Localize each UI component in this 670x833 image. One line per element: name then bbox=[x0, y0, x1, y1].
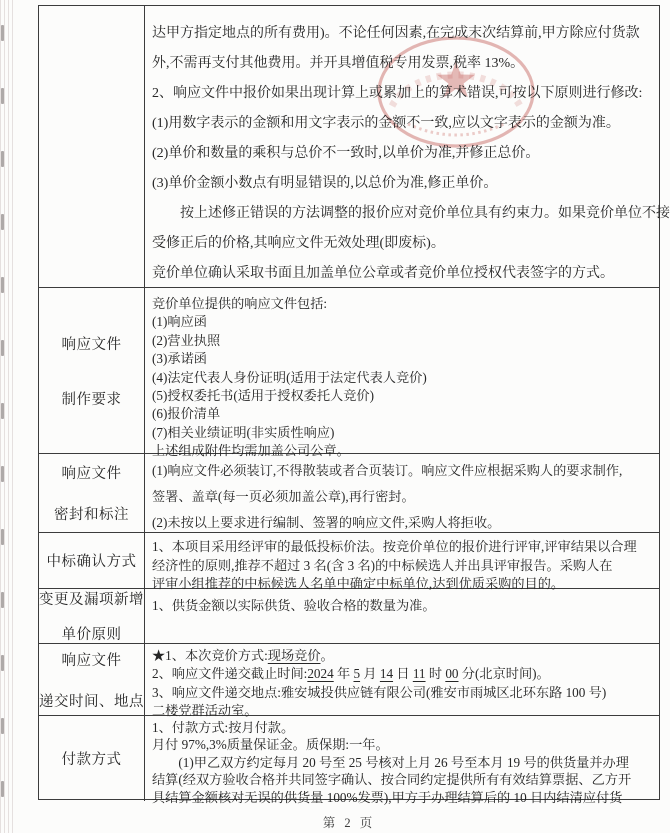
content-line: 二楼党群活动室。 bbox=[152, 702, 258, 718]
scan-artifact-dash bbox=[1, 781, 4, 797]
content-line: (7)相关业绩证明(非实质性响应) bbox=[152, 424, 335, 440]
row-price-change-principle bbox=[39, 589, 659, 644]
row-response-doc-preparation bbox=[39, 288, 659, 459]
content-line: 签署、盖章(每一页必须加盖公章),再行密封。 bbox=[152, 489, 415, 504]
content-line: 具结算金额核对无误的供货量 100%发票),甲方于办理结算后的 10 日内结清应付货 bbox=[152, 789, 623, 805]
content-line: (3)承诺函 bbox=[152, 351, 207, 367]
content-line: 经济性的原则,推荐不超过 3 名(含 3 名)的中标候选人并出具评审报告。采购人在 bbox=[152, 557, 613, 573]
text-segment: 时 bbox=[425, 666, 446, 682]
content-line: 竞价单位提供的响应文件包括: bbox=[152, 296, 328, 311]
content-line: 结算(经双方验收合格并共同签字确认、按合同约定提供所有有效结算票据、乙方开 bbox=[152, 772, 632, 788]
row-award-confirmation bbox=[39, 533, 659, 592]
row-label-line: 变更及漏项新增 bbox=[39, 592, 144, 608]
content-line: (5)授权委托书(适用于授权委托人竞价) bbox=[152, 388, 374, 404]
row-content-cell bbox=[145, 533, 659, 592]
text-segment: 。 bbox=[320, 648, 334, 663]
scan-artifact-dash bbox=[1, 151, 4, 167]
conditions-table bbox=[38, 5, 670, 805]
row-content-cell bbox=[145, 288, 659, 459]
row-label-line: 中标确认方式 bbox=[46, 554, 137, 570]
scan-artifact-dash bbox=[1, 466, 4, 482]
content-line: 月付 97%,3%质量保证金。质保期:一年。 bbox=[152, 737, 389, 753]
content-line bbox=[152, 665, 657, 683]
content-line: 2、响应文件中报价如果出现计算上或累加上的算术错误,可按以下原则进行修改: bbox=[152, 86, 643, 101]
content-line: 按上述修正错误的方法调整的报价应对竞价单位具有约束力。如果竞价单位不接 bbox=[152, 206, 670, 221]
content-line: 3、响应文件递交地点:雅安城投供应链有限公司(雅安市雨城区北环东路 100 号) bbox=[152, 684, 607, 700]
row-content-cell bbox=[145, 644, 659, 718]
scan-artifact-dash bbox=[1, 529, 4, 545]
content-line: (1)用数字表示的金额和用文字表示的金额不一致,应以文字表示的金额为准。 bbox=[152, 116, 620, 131]
row-submission-time-place bbox=[39, 644, 659, 716]
scan-artifact-dash bbox=[1, 592, 4, 608]
content-line: 1、付款方式:按月付款。 bbox=[152, 720, 295, 735]
row-content-cell bbox=[145, 454, 659, 532]
content-line: (2)营业执照 bbox=[152, 332, 221, 348]
text-segment: 日 bbox=[393, 666, 413, 682]
content-line bbox=[152, 647, 657, 665]
content-line: (1)响应函 bbox=[152, 314, 207, 330]
scan-artifact-dash bbox=[1, 88, 4, 104]
content-line: (2)未按以上要求进行编制、签署的响应文件,采购人将拒收。 bbox=[152, 515, 501, 530]
row-content-cell bbox=[145, 589, 659, 643]
scan-artifact-dash bbox=[1, 214, 4, 230]
text-segment: 2、响应文件递交截止时间: bbox=[152, 666, 308, 682]
content-line: 达甲方指定地点的所有费用)。不论任何因素,在完成末次结算前,甲方除应付货款 bbox=[152, 26, 640, 41]
row-label-cell bbox=[39, 454, 145, 532]
content-line: (1)甲乙双方约定每月 20 号至 25 号核对上月 26 号至本月 19 号的供货量并办理 bbox=[152, 754, 629, 770]
underlined-text: 2024 bbox=[307, 666, 334, 682]
content-line: 1、本项目采用经评审的最低投标价法。按竞价单位的报价进行评审,评审结果以合理 bbox=[152, 539, 637, 554]
row-price-correction-rules bbox=[39, 6, 670, 288]
row-label-line: 密封和标注 bbox=[54, 507, 129, 523]
row-label-line: 递交时间、地点 bbox=[39, 693, 144, 710]
row-label-line: 付款方式 bbox=[61, 752, 122, 768]
scan-artifact-dash bbox=[1, 25, 4, 41]
row-label-cell bbox=[39, 533, 145, 588]
content-line: 受修正后的价格,其响应文件无效处理(即废标)。 bbox=[152, 236, 445, 251]
text-segment: 分(北京时间)。 bbox=[458, 666, 550, 682]
scan-artifact-dash bbox=[1, 718, 4, 734]
text-segment: 年 bbox=[333, 666, 354, 682]
row-label-line: 响应文件 bbox=[61, 336, 122, 353]
scan-artifact-dash bbox=[1, 340, 4, 356]
content-line: 1、供货金额以实际供货、验收合格的数量为准。 bbox=[152, 598, 436, 613]
text-segment: 月 bbox=[360, 666, 380, 682]
scan-artifact-dash bbox=[1, 277, 4, 293]
underlined-text: 11 bbox=[412, 666, 426, 682]
content-line: (1)响应文件必须装订,不得散装或者合页装订。响应文件应根据采购人的要求制作, bbox=[152, 463, 623, 478]
row-label-cell bbox=[39, 589, 145, 643]
row-label-line: 制作要求 bbox=[61, 391, 122, 408]
underlined-text: 14 bbox=[379, 666, 394, 682]
scan-artifact-dash bbox=[1, 655, 4, 671]
row-label-cell bbox=[39, 716, 145, 801]
row-label-line: 单价原则 bbox=[61, 627, 122, 643]
content-line: (6)报价清单 bbox=[152, 406, 221, 422]
row-label-cell bbox=[39, 288, 145, 453]
underlined-text: 现场竞价 bbox=[267, 648, 321, 663]
content-line: 上述组成附件均需加盖公司公章。 bbox=[152, 443, 350, 459]
row-label-cell bbox=[39, 644, 145, 715]
content-line: 竞价单位确认采取书面且加盖单位公章或者竞价单位授权代表签字的方式。 bbox=[152, 266, 614, 281]
row-content-cell bbox=[145, 716, 659, 805]
underlined-text: 5 bbox=[353, 666, 361, 682]
content-line: 外,不需再支付其他费用。并开具增值税专用发票,税率 13%。 bbox=[152, 56, 525, 71]
row-content-cell bbox=[145, 6, 670, 287]
row-label-line: 响应文件 bbox=[61, 466, 122, 482]
row-label-line: 响应文件 bbox=[61, 652, 122, 669]
scan-artifact-dash bbox=[1, 403, 4, 419]
row-payment-terms bbox=[39, 716, 659, 805]
underlined-text: 00 bbox=[445, 666, 459, 682]
row-response-doc-sealing bbox=[39, 454, 659, 533]
page-footer: 第 2 页 bbox=[322, 816, 376, 830]
content-line: (3)单价金额小数点有明显错误的,以总价为准,修正单价。 bbox=[152, 176, 498, 191]
content-line: 评审小组推荐的中标候选人名单中确定中标单位,达到优质采购的目的。 bbox=[152, 576, 565, 592]
content-line: (2)单价和数量的乘积与总价不一致时,以单价为准,并修正总价。 bbox=[152, 146, 540, 161]
text-segment: ★1、本次竞价方式: bbox=[152, 648, 268, 663]
row-label-cell bbox=[39, 6, 145, 287]
content-line: (4)法定代表人身份证明(适用于法定代表人竞价) bbox=[152, 369, 427, 385]
